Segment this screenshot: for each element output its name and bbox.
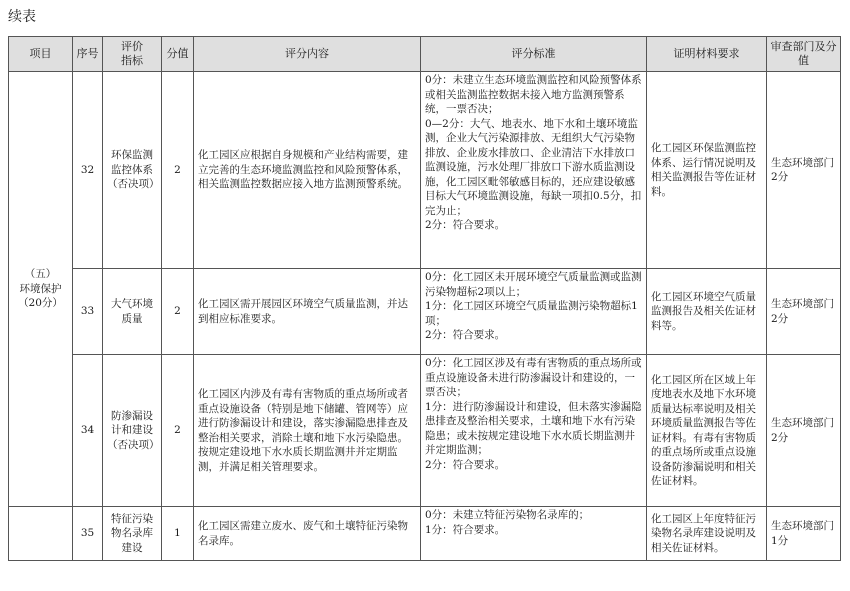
standard-item: 1分：进行防渗漏设计和建设，但未落实渗漏隐患排查及整治相关要求，土壤和地下水有污染隐患；或未按规定建设地下水水质长期监测井并定期监测； [425, 400, 642, 456]
standard-cell [421, 507, 647, 561]
standard-item: 0分：未建立特征污染物名录库的； [425, 509, 590, 521]
standard-item: 0分：化工园区未开展环境空气质量监测或监测污染物超标2项以上； [425, 271, 642, 298]
standard-item: 0—2分：大气、地表水、地下水和土壤环境监测，企业大气污染源排放、无组织大气污染物排放、企业废水排放口、企业清洁下水排放口监测设施，污水处理厂排放口下游水质监测设施，化工园区毗邻敏感目标的，还应建设敏感目标大气环境监测设施，每缺一项扣0.5分，扣完为止； [425, 117, 642, 217]
header-content: 评分内容 [194, 37, 421, 72]
standard-item: 1分：符合要求。 [425, 523, 506, 536]
seq-cell: 34 [73, 355, 103, 507]
dept-cell: 生态环境部门 2分 [767, 269, 841, 355]
standard-cell [421, 355, 647, 507]
standard-item: 2分：符合要求。 [425, 458, 506, 471]
index-cell: 特征污染 物名录库 建设 [103, 507, 162, 561]
header-row [9, 37, 841, 72]
table-row [9, 355, 841, 507]
dept-cell: 生态环境部门 2分 [767, 72, 841, 269]
content-cell: 化工园区需开展园区环境空气质量监测，并达到相应标准要求。 [194, 269, 421, 355]
table-caption: 续表 [8, 9, 36, 25]
header-evidence: 证明材料要求 [647, 37, 767, 72]
index-cell: 防渗漏设 计和建设 （否决项） [103, 355, 162, 507]
score-cell: 2 [162, 72, 194, 269]
header-score: 分值 [162, 37, 194, 72]
standard-cell [421, 72, 647, 269]
standard-item: 0分：未建立生态环境监测监控和风险预警体系或相关监测监控数据未接入地方监测预警系统，一票否决； [425, 74, 642, 115]
content-cell: 化工园区需建立废水、废气和土壤特征污染物名录库。 [194, 507, 421, 561]
table-row [9, 269, 841, 355]
standard-item: 0分：化工园区涉及有毒有害物质的重点场所或重点设施设备未进行防渗漏设计和建设的，一票否决； [425, 357, 642, 398]
project-cell-empty [9, 507, 73, 561]
evidence-cell: 化工园区所在区域上年度地表水及地下水环境质量达标率说明及相关环境质量监测报告等佐证材料。有毒有害物质的重点场所或重点设施设备防渗漏说明和相关佐证材料。 [647, 355, 767, 507]
evidence-cell: 化工园区上年度特征污染物名录库建设说明及相关佐证材料。 [647, 507, 767, 561]
seq-cell: 32 [73, 72, 103, 269]
project-cell: （五） 环境保护 （20分） [9, 72, 73, 507]
seq-cell: 35 [73, 507, 103, 561]
standard-cell [421, 269, 647, 355]
dept-cell: 生态环境部门 2分 [767, 355, 841, 507]
score-cell: 2 [162, 269, 194, 355]
evidence-cell: 化工园区环境空气质量监测报告及相关佐证材料等。 [647, 269, 767, 355]
table-row [9, 507, 841, 561]
standard-item: 2分：符合要求。 [425, 219, 506, 231]
header-seq: 序号 [73, 37, 103, 72]
dept-cell: 生态环境部门 1分 [767, 507, 841, 561]
seq-cell: 33 [73, 269, 103, 355]
content-cell: 化工园区应根据自身规模和产业结构需要，建立完善的生态环境监测监控和风险预警体系，相关监测监控数据应接入地方监测预警系统。 [194, 72, 421, 269]
score-cell: 1 [162, 507, 194, 561]
index-cell: 环保监测 监控体系 （否决项） [103, 72, 162, 269]
score-cell: 2 [162, 355, 194, 507]
header-project: 项目 [9, 37, 73, 72]
table-row [9, 72, 841, 269]
header-index: 评价 指标 [103, 37, 162, 72]
index-cell: 大气环境 质量 [103, 269, 162, 355]
header-standard: 评分标准 [421, 37, 647, 72]
evaluation-table [8, 36, 841, 561]
standard-item: 1分：化工园区环境空气质量监测污染物超标1项； [425, 300, 638, 327]
header-dept: 审查部门及分 值 [767, 37, 841, 72]
standard-item: 2分：符合要求。 [425, 329, 506, 341]
content-cell: 化工园区内涉及有毒有害物质的重点场所或者重点设施设备（特别是地下储罐、管网等）应进行防渗漏设计和建设，落实渗漏隐患排查及整治相关要求，消除土壤和地下水污染隐患。按规定建设地下水水质长期监测井并定期监测，并满足相关管理要求。 [194, 355, 421, 507]
evidence-cell: 化工园区环保监测监控体系、运行情况说明及相关监测报告等佐证材料。 [647, 72, 767, 269]
